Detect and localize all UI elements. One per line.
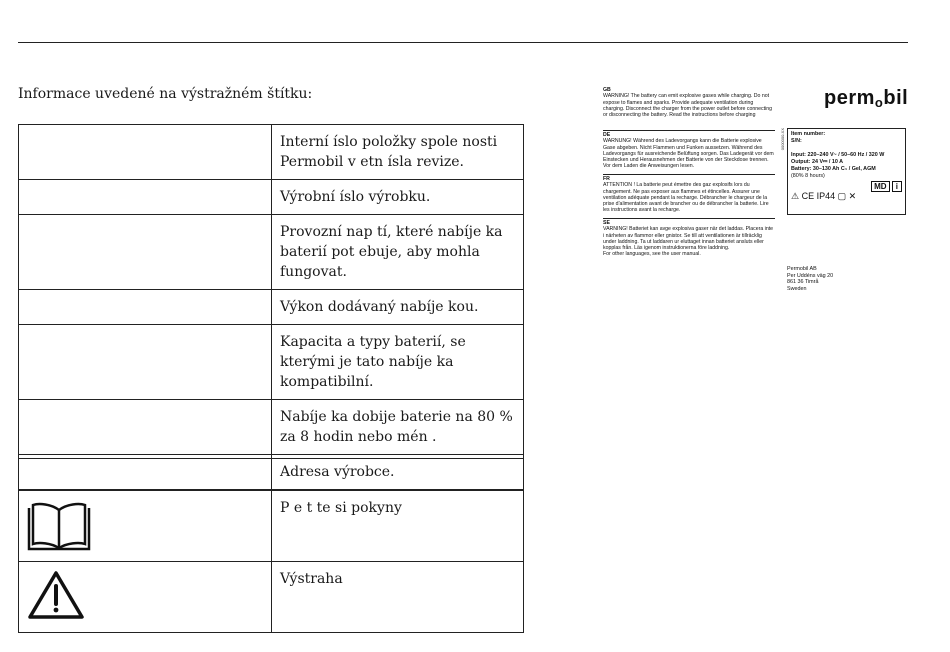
table-row xyxy=(19,290,524,325)
symbols-table xyxy=(18,458,524,633)
table-header-row xyxy=(19,459,524,491)
symbol-meaning: P e t te si pokyny xyxy=(272,491,524,562)
manufacturer-address: Permobil AB Per Uddéns väg 20 861 36 Timrå Sweden xyxy=(787,266,834,292)
book-icon xyxy=(27,498,91,552)
label-section-se: SE VARNING! Batteriet kan avge explosiva gaser när det laddas. Placera inte i närheten av flammor eller gnistor. Se till att ventilationen är tillräcklig under laddning. Ta ut laddaren ur eluttaget innan batteriet ansluts eller kopplas från. Läs igenom instruktionerna före laddning. For other languages, see the user manual. xyxy=(603,220,774,258)
label-section-fr: FR ATTENTION ! La batterie peut émettre des gaz explosifs lors du chargement. Ne pas exposer aux flammes et étincelles. Assurer une ventilation adéquate pendant la recharge. Débrancher le chargeur de la prise d'alimentation avant de brancher ou de débrancher la batterie. Lire les instructions avant la recharge. xyxy=(603,174,775,214)
row-description: Nabíje ka dobije baterie na 80 % za 8 hodin nebo mén . xyxy=(272,400,524,455)
label-section-gb: GB WARNING! The battery can emit explosive gases while charging. Do not expose to flames and sparks. Provide adequate ventilation during charging. Disconnect the charger from the power outlet before connecting or disconnecting the battery. Read the instructions before charging xyxy=(603,87,772,119)
row-description: Výrobní íslo výrobku. xyxy=(272,180,524,215)
label-info-table xyxy=(18,124,524,490)
label-spec-box: Item number: S/N: Input: 220–240 V~ / 50–60 Hz / 320 W Output: 24 V⎓ / 10 A Battery: 30–130 Ah C₅ / Gel, AGM (80% 8 hours) MD i ⚠ CE IP44 ▢ ✕ xyxy=(787,128,906,215)
table-row xyxy=(19,491,524,562)
warning-label-image: GB WARNING! The battery can emit explosive gases while charging. Do not expose to flames and sparks. Provide adequate ventilation during charging. Disconnect the charger from the power outlet before connecting or disconnecting the battery. Read the instructions before charging DE WARNUNG! Während des Ladevorgangs kann die Batterie explosive Gase abgeben. Nicht Flammen und Funken aussetzen. Während des Ladevorgangs für ausreichende Belüftung sorgen. Das Ladegerät vor dem Einstecken und Herausnehmen der Batterie von der Steckdose trennen. Vor dem Laden die Anweisungen lesen. FR ATTENTION ! La batterie peut émettre des gaz explosifs lors du chargement. Ne pas exposer aux flammes et étincelles. Assurer une ventilation adéquate pendant la recharge. Débrancher le chargeur de la prise d'alimentation avant de brancher ou de débrancher la batterie. Lire les instructions avant la recharge. SE VARNING! Batteriet kan avge explosiva gaser när det laddas. Placera inte i närheten av flammor eller gnistor. Se till att ventilationen är tillräcklig under laddning. Ta ut laddaren ur eluttaget innan batteriet ansluts eller kopplas från. Läs igenom instruktionerna före laddning. For other languages, see the user manual. permobil 0000000-XX Item number: S/N: Input: 220–240 V~ / 50–60 Hz / 320 W Output: 24 V⎓ / 10 A Battery: 30–130 Ah C₅ / Gel, AGM (80% 8 hours) MD i ⚠ CE IP44 ▢ ✕ Permobil AB Per Uddéns väg 20 861 36 Timrå Sweden xyxy=(603,87,909,292)
table-row xyxy=(19,325,524,400)
warning-triangle-icon xyxy=(27,569,85,621)
table-row xyxy=(19,125,524,180)
row-description: Interní íslo položky spole nosti Permobil v etn ísla revize. xyxy=(272,125,524,180)
row-description: Provozní nap tí, které nabíje ka baterií pot ebuje, aby mohla fungovat. xyxy=(272,215,524,290)
symbol-meaning: Výstraha xyxy=(272,562,524,633)
row-description: Výkon dodávaný nabíje kou. xyxy=(272,290,524,325)
label-section-de: DE WARNUNG! Während des Ladevorgangs kann die Batterie explosive Gase abgeben. Nicht Flammen und Funken aussetzen. Während des Ladevorgangs für ausreichende Belüftung sorgen. Das Ladegerät vor dem Einstecken und Herausnehmen der Batterie von der Steckdose trennen. Vor dem Laden die Anweisungen lesen. xyxy=(603,132,774,170)
table-row xyxy=(19,562,524,633)
table-row xyxy=(19,180,524,215)
table-row xyxy=(19,215,524,290)
header-rule xyxy=(18,42,908,43)
row-description: Kapacita a typy baterií, se kterými je tato nabíje ka kompatibilní. xyxy=(272,325,524,400)
permobil-logo: permobil xyxy=(824,87,909,110)
table-row xyxy=(19,400,524,455)
intro-text: Informace uvedené na výstražném štítku: xyxy=(18,86,313,102)
row-description: Adresa výrobce. xyxy=(272,455,524,490)
